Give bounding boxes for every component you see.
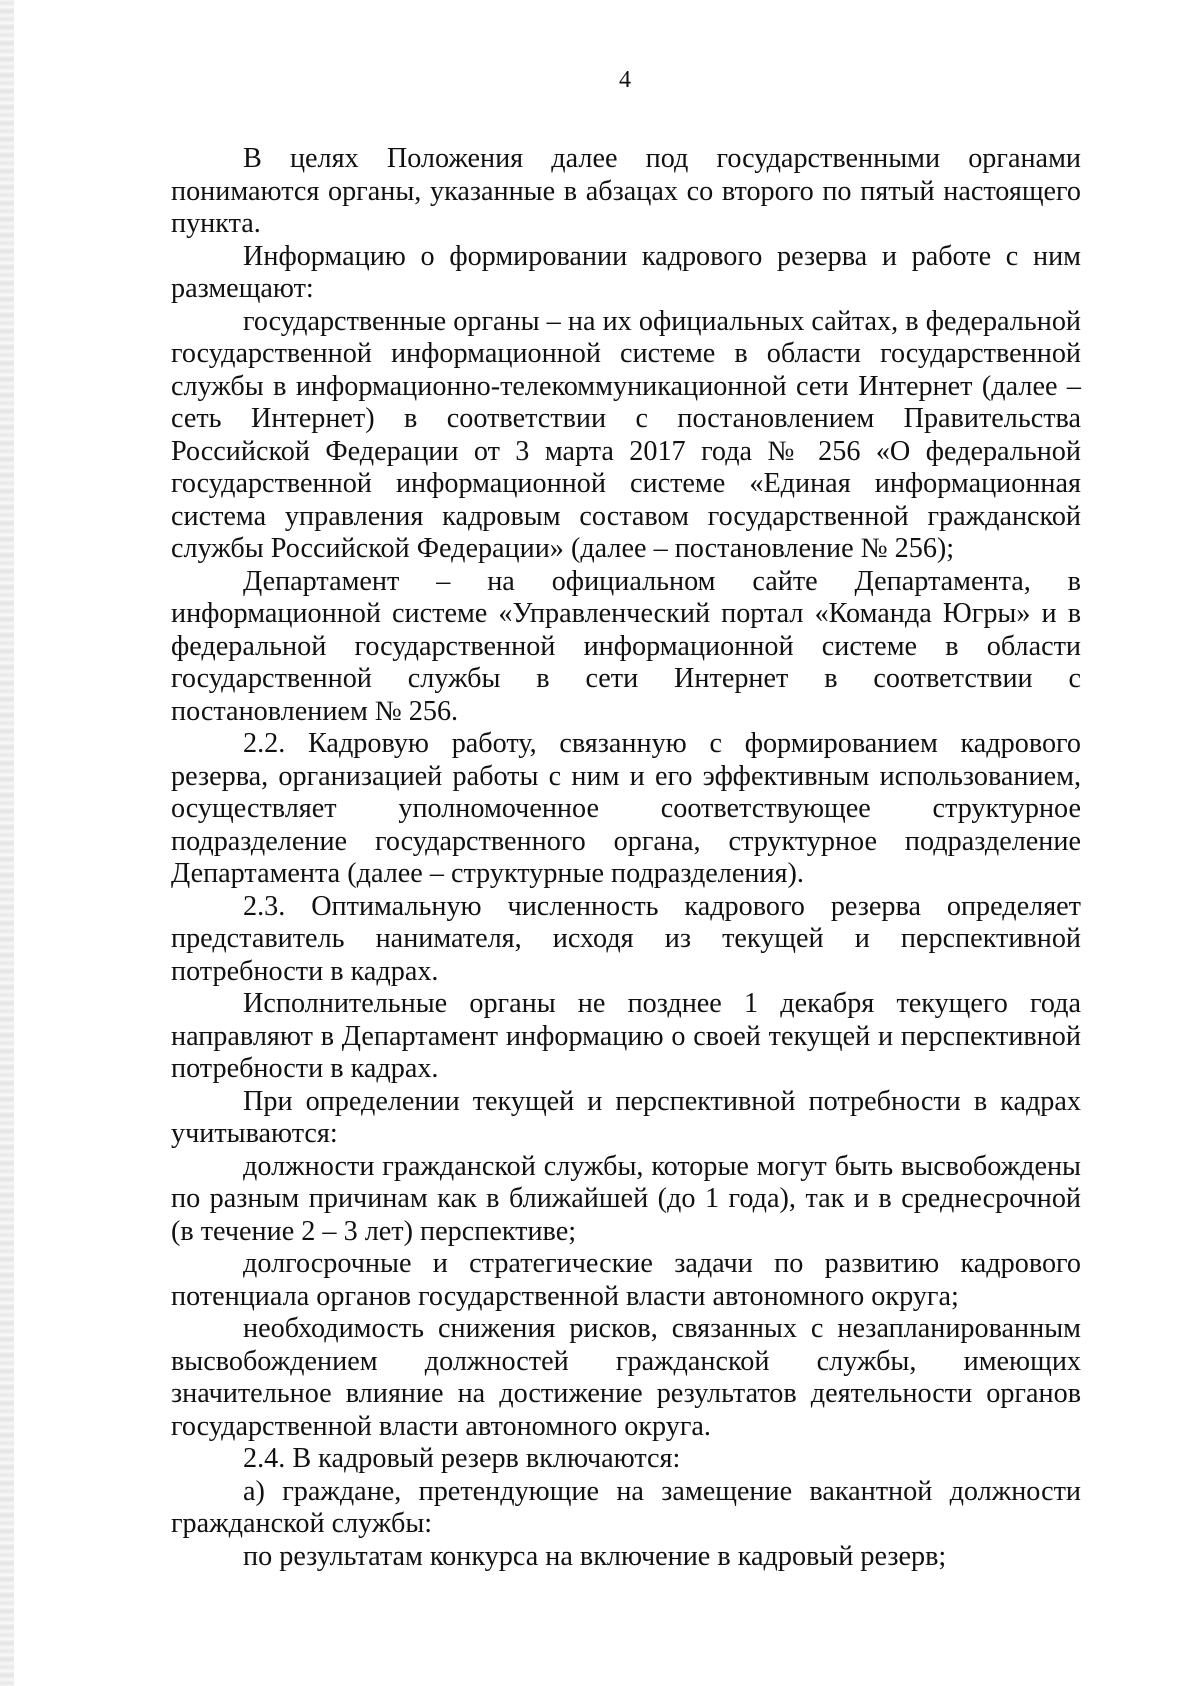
paragraph-2-3: 2.3. Оптимальную численность кадрового резерва определяет представитель нанимателя, исходя из текущей и перспективной потребности в кадрах. bbox=[171, 890, 1081, 987]
paragraph-department: Департамент – на официальном сайте Департамента, в информационной системе «Управленческий портал «Команда Югры» и в федеральной государственной информационной системе в области государственной службы в сети Интернет в соответствии с постановлением № 256. bbox=[171, 565, 1081, 727]
document-body bbox=[171, 143, 1081, 1573]
paragraph-risk-reduction: необходимость снижения рисков, связанных с незапланированным высвобождением должностей гражданской службы, имеющих значительное влияние на достижение результатов деятельности органов государственной власти автономного округа. bbox=[171, 1313, 1081, 1442]
paragraph-state-bodies: государственные органы – на их официальных сайтах, в федеральной государственной информационной системе в области государственной службы в информационно-телекоммуникационной сети Интернет (далее – сеть Интернет) в соответствии с постановлением Правительства Российской Федерации от 3 марта 2017 года № 256 «О федеральной государственной информационной системе «Единая информационная система управления кадровым составом государственной гражданской службы Российской Федерации» (далее – постановление № 256); bbox=[171, 305, 1081, 564]
page-number: 4 bbox=[619, 67, 631, 93]
paragraph-long-term-tasks: долгосрочные и стратегические задачи по развитию кадрового потенциала органов государственной власти автономного округа; bbox=[171, 1248, 1081, 1312]
paragraph-2-2: 2.2. Кадровую работу, связанную с формированием кадрового резерва, организацией работы с ним и его эффективным использованием, осуществляет уполномоченное соответствующее структурное подразделение государственного органа, структурное подразделение Департамента (далее – структурные подразделения). bbox=[171, 728, 1081, 889]
paragraph-executive-bodies: Исполнительные органы не позднее 1 декабря текущего года направляют в Департамент информацию о своей текущей и перспективной потребности в кадрах. bbox=[171, 988, 1081, 1084]
paragraph-needs-criteria: При определении текущей и перспективной потребности в кадрах учитываются: bbox=[171, 1085, 1081, 1149]
paragraph-positions: должности гражданской службы, которые могут быть высвобождены по разным причинам как в ближайшей (до 1 года), так и в среднесрочной (в течение 2 – 3 лет) перспективе; bbox=[171, 1150, 1081, 1247]
paragraph-competition: по результатам конкурса на включение в кадровый резерв; bbox=[243, 1540, 947, 1572]
paragraph-2-4: 2.4. В кадровый резерв включаются: bbox=[243, 1443, 681, 1474]
paragraph-info-placement: Информацию о формировании кадрового резерва и работе с ним размещают: bbox=[171, 240, 1081, 304]
paragraph-item-a: а) граждане, претендующие на замещение вакантной должности гражданской службы: bbox=[171, 1475, 1081, 1539]
paragraph-definition: В целях Положения далее под государственными органами понимаются органы, указанные в абзацах со второго по пятый настоящего пункта. bbox=[171, 143, 1081, 239]
